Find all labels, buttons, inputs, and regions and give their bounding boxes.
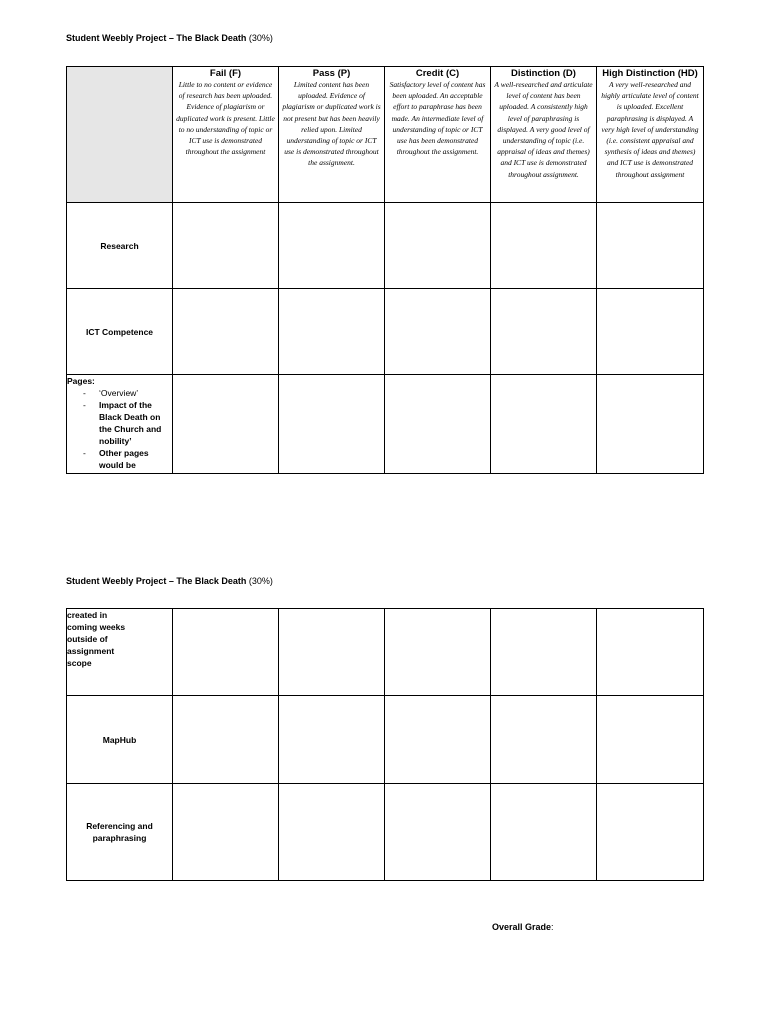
- grade-cell: [385, 375, 491, 474]
- page-item-text: Other pages would be: [99, 448, 149, 470]
- grade-cell: [385, 203, 491, 289]
- grade-cell: [279, 375, 385, 474]
- document-title-page-2: [66, 576, 273, 586]
- grade-cell: [491, 375, 597, 474]
- continued-line: scope: [67, 658, 92, 668]
- grade-cell: [597, 784, 704, 881]
- criterion-label: Research: [67, 203, 173, 289]
- continued-line: outside of: [67, 634, 108, 644]
- pages-continued-cell: [67, 609, 173, 696]
- criterion-label: ICT Competence: [67, 289, 173, 375]
- grade-cell: [491, 609, 597, 696]
- grade-cell: [173, 784, 279, 881]
- overall-grade: [492, 922, 554, 932]
- grade-cell: [173, 203, 279, 289]
- page-item-text: ‘Overview’: [99, 388, 139, 398]
- criterion-row-maphub: [67, 696, 704, 784]
- level-header-fail: [173, 67, 279, 203]
- grade-cell: [279, 203, 385, 289]
- level-title: Credit (C): [415, 68, 460, 79]
- list-item: - Other pages would be: [83, 448, 149, 470]
- level-header-distinction: [491, 67, 597, 203]
- level-title: Pass (P): [312, 68, 351, 79]
- grade-cell: [279, 609, 385, 696]
- grade-cell: [491, 696, 597, 784]
- continued-line: coming weeks: [67, 622, 126, 632]
- overall-grade-label: Overall Grade: [492, 922, 552, 932]
- grade-cell: [173, 289, 279, 375]
- level-title: Distinction (D): [511, 68, 576, 79]
- continued-line: created in: [67, 610, 108, 620]
- level-description: Little to no content or evidence of research has been uploaded. Evidence of plagiarism or duplicated work is present. Little to no understanding of topic or ICT use is demonstrated throughout the assignment: [176, 80, 275, 157]
- criterion-row-ict-competence: [67, 289, 704, 375]
- level-description: Satisfactory level of content has been uploaded. An acceptable effort to paraphrase has been made. An intermediate level of understanding of topic or ICT use has been demonstrated throughout the assignment.: [389, 80, 486, 157]
- grade-cell: [279, 784, 385, 881]
- rubric-table: [66, 66, 704, 474]
- rubric-table-continued: [66, 608, 704, 881]
- criterion-row-referencing: [67, 784, 704, 881]
- grade-cell: [597, 289, 704, 375]
- list-item: - ‘Overview’: [83, 388, 139, 398]
- criterion-row-research: [67, 203, 704, 289]
- document-title: [66, 33, 273, 43]
- document-title-weight: (30%): [246, 576, 273, 586]
- grade-cell: [385, 696, 491, 784]
- pages-list: [67, 387, 172, 471]
- document-title-weight: (30%): [246, 33, 273, 43]
- criterion-label: Referencing and paraphrasing: [67, 784, 173, 881]
- grade-cell: [491, 784, 597, 881]
- level-header-credit: [385, 67, 491, 203]
- list-item: - Impact of the Black Death on the Church and nobility’: [83, 400, 162, 446]
- page-item-text: Impact of the Black Death on the Church and nobility’: [99, 400, 162, 446]
- grade-cell: [279, 289, 385, 375]
- level-description: Limited content has been uploaded. Evidence of plagiarism or duplicated work is not present but has been heavily relied upon. Limited understanding of topic or ICT use is demonstrated throughout the assignment.: [282, 80, 381, 168]
- level-description: A well-researched and articulate level of content has been uploaded. A consistently high level of paraphrasing is displayed. A very good level of understanding of topic (i.e. appraisal of ideas and themes) and ICT use is demonstrated throughout assignment.: [494, 80, 593, 179]
- grade-cell: [173, 375, 279, 474]
- grade-cell: [491, 203, 597, 289]
- grade-cell: [385, 784, 491, 881]
- continued-line: assignment: [67, 646, 115, 656]
- grade-cell: [597, 609, 704, 696]
- pages-criterion-cell: [67, 375, 173, 474]
- criterion-row-pages: [67, 375, 704, 474]
- overall-grade-colon: :: [551, 922, 554, 932]
- level-title: Fail (F): [209, 68, 242, 79]
- pages-heading: Pages:: [67, 376, 95, 386]
- level-title: High Distinction (HD): [602, 68, 698, 79]
- rubric-header-row: [67, 67, 704, 203]
- grade-cell: [597, 203, 704, 289]
- grade-cell: [385, 289, 491, 375]
- level-header-pass: [279, 67, 385, 203]
- document-title-main: Student Weebly Project – The Black Death: [66, 576, 247, 586]
- header-corner-cell: [67, 67, 173, 203]
- grade-cell: [491, 289, 597, 375]
- document-title-main: Student Weebly Project – The Black Death: [66, 33, 247, 43]
- criterion-label: MapHub: [67, 696, 173, 784]
- grade-cell: [173, 609, 279, 696]
- grade-cell: [597, 696, 704, 784]
- grade-cell: [279, 696, 385, 784]
- grade-cell: [173, 696, 279, 784]
- criterion-row-pages-continued: [67, 609, 704, 696]
- grade-cell: [385, 609, 491, 696]
- level-description: A very well-researched and highly articulate level of content is uploaded. Excellent paraphrasing is displayed. A very high level of understanding (i.e. consistent appraisal and synthesis of ideas and themes) and ICT use is demonstrated throughout assignment: [601, 80, 699, 179]
- level-header-high-distinction: [597, 67, 704, 203]
- grade-cell: [597, 375, 704, 474]
